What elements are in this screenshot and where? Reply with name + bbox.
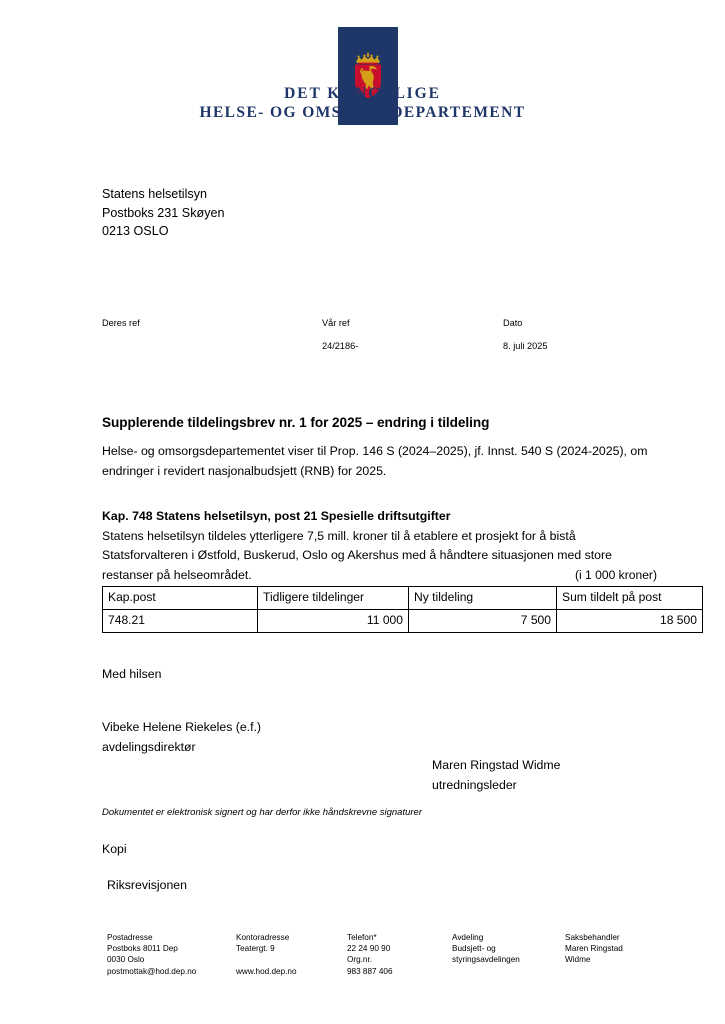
table-header-row — [103, 587, 703, 610]
deres-ref-label: Deres ref — [102, 318, 140, 328]
page-footer — [107, 932, 667, 992]
table-cell-kap-post: 748.21 — [103, 610, 258, 633]
footer-text: styringsavdelingen — [452, 955, 520, 965]
footer-text: Widme — [565, 955, 591, 965]
page-title: Supplerende tildelingsbrev nr. 1 for 2025 – endring i tildeling — [102, 415, 490, 430]
logo-text — [0, 84, 725, 122]
reference-row — [102, 318, 662, 357]
var-ref-label: Vår ref — [322, 318, 350, 328]
addressee-line-3: 0213 OSLO — [102, 224, 169, 238]
table-header-cell: Tidligere tildelinger — [258, 587, 409, 610]
addressee-line-1: Statens helsetilsyn — [102, 187, 208, 201]
footer-label: Saksbehandler — [565, 933, 620, 942]
copy-recipient: Riksrevisjonen — [107, 878, 187, 892]
footer-label: Avdeling — [452, 933, 484, 942]
section-heading: Kap. 748 Statens helsetilsyn, post 21 Spesielle driftsutgifter — [102, 509, 451, 523]
footer-email[interactable]: postmottak@hod.dep.no — [107, 966, 197, 976]
logo-line-2: HELSE- OG OMSORGSDEPARTEMENT — [199, 104, 526, 121]
footer-text: Maren Ringstad — [565, 944, 623, 954]
table-cell-sum: 18 500 — [557, 610, 703, 633]
signer-secondary-name: Maren Ringstad Widme — [432, 758, 561, 772]
footer-label: Org.nr. — [347, 955, 373, 965]
footer-column-kontoradresse — [236, 932, 341, 977]
table-header-cell: Kap.post — [103, 587, 258, 610]
electronic-signature-note: Dokumentet er elektronisk signert og har derfor ikke håndskrevne signaturer — [102, 807, 422, 818]
footer-text: Postboks 8011 Dep — [107, 944, 178, 954]
footer-text: Budsjett- og — [452, 944, 496, 954]
footer-label: Postadresse — [107, 933, 153, 942]
signer-primary-title: avdelingsdirektør — [102, 739, 196, 754]
footer-text: 983 887 406 — [347, 966, 393, 976]
table-unit-note: (i 1 000 kroner) — [574, 568, 657, 582]
section-paragraph: Statens helsetilsyn tildeles ytterligere 7,5 mill. kroner til å etablere et prosjekt for å bistå Statsforvalteren i Østfold, Buskerud, Oslo og Akershus med å håndtere situasjonen med store restanser på helseområdet. — [102, 528, 612, 582]
allocation-table — [102, 586, 703, 633]
signer-primary — [102, 718, 261, 757]
signer-secondary — [432, 756, 560, 795]
signer-primary-name: Vibeke Helene Riekeles (e.f.) — [102, 720, 262, 734]
footer-text — [236, 954, 341, 965]
intro-paragraph: Helse- og omsorgsdepartementet viser til Prop. 146 S (2024–2025), jf. Innst. 540 S (2024-2025), om endringer i revidert nasjonalbudsjett (RNB) for 2025. — [102, 444, 648, 478]
footer-column-telefon — [347, 932, 447, 977]
var-ref-value: 24/2186- — [322, 341, 359, 351]
footer-text: 22 24 90 90 — [347, 944, 391, 954]
addressee-block — [102, 185, 225, 241]
table-cell-ny-tildeling: 7 500 — [409, 610, 557, 633]
closing-greeting: Med hilsen — [102, 667, 162, 681]
dato-label: Dato — [503, 318, 523, 328]
footer-label: Telefon* — [347, 933, 377, 942]
addressee-line-2: Postboks 231 Skøyen — [102, 205, 225, 220]
table-cell-tidligere: 11 000 — [258, 610, 409, 633]
dato-value: 8. juli 2025 — [503, 341, 548, 351]
footer-text: Teatergt. 9 — [236, 944, 275, 954]
footer-column-postadresse — [107, 932, 237, 977]
table-header-cell: Sum tildelt på post — [557, 587, 703, 610]
department-logo — [0, 24, 725, 128]
footer-text: 0030 Oslo — [107, 955, 145, 965]
letter-body — [102, 414, 658, 585]
table-row — [103, 610, 703, 633]
footer-column-saksbehandler — [565, 932, 675, 966]
logo-line-1: DET KONGELIGE — [284, 85, 441, 102]
footer-column-avdeling — [452, 932, 567, 966]
footer-website[interactable]: www.hod.dep.no — [236, 966, 297, 976]
allocation-table-wrapper — [102, 568, 697, 633]
table-header-cell: Ny tildeling — [409, 587, 557, 610]
copy-heading: Kopi — [102, 842, 127, 856]
signer-secondary-title: utredningsleder — [432, 777, 517, 792]
footer-label: Kontoradresse — [236, 933, 290, 942]
